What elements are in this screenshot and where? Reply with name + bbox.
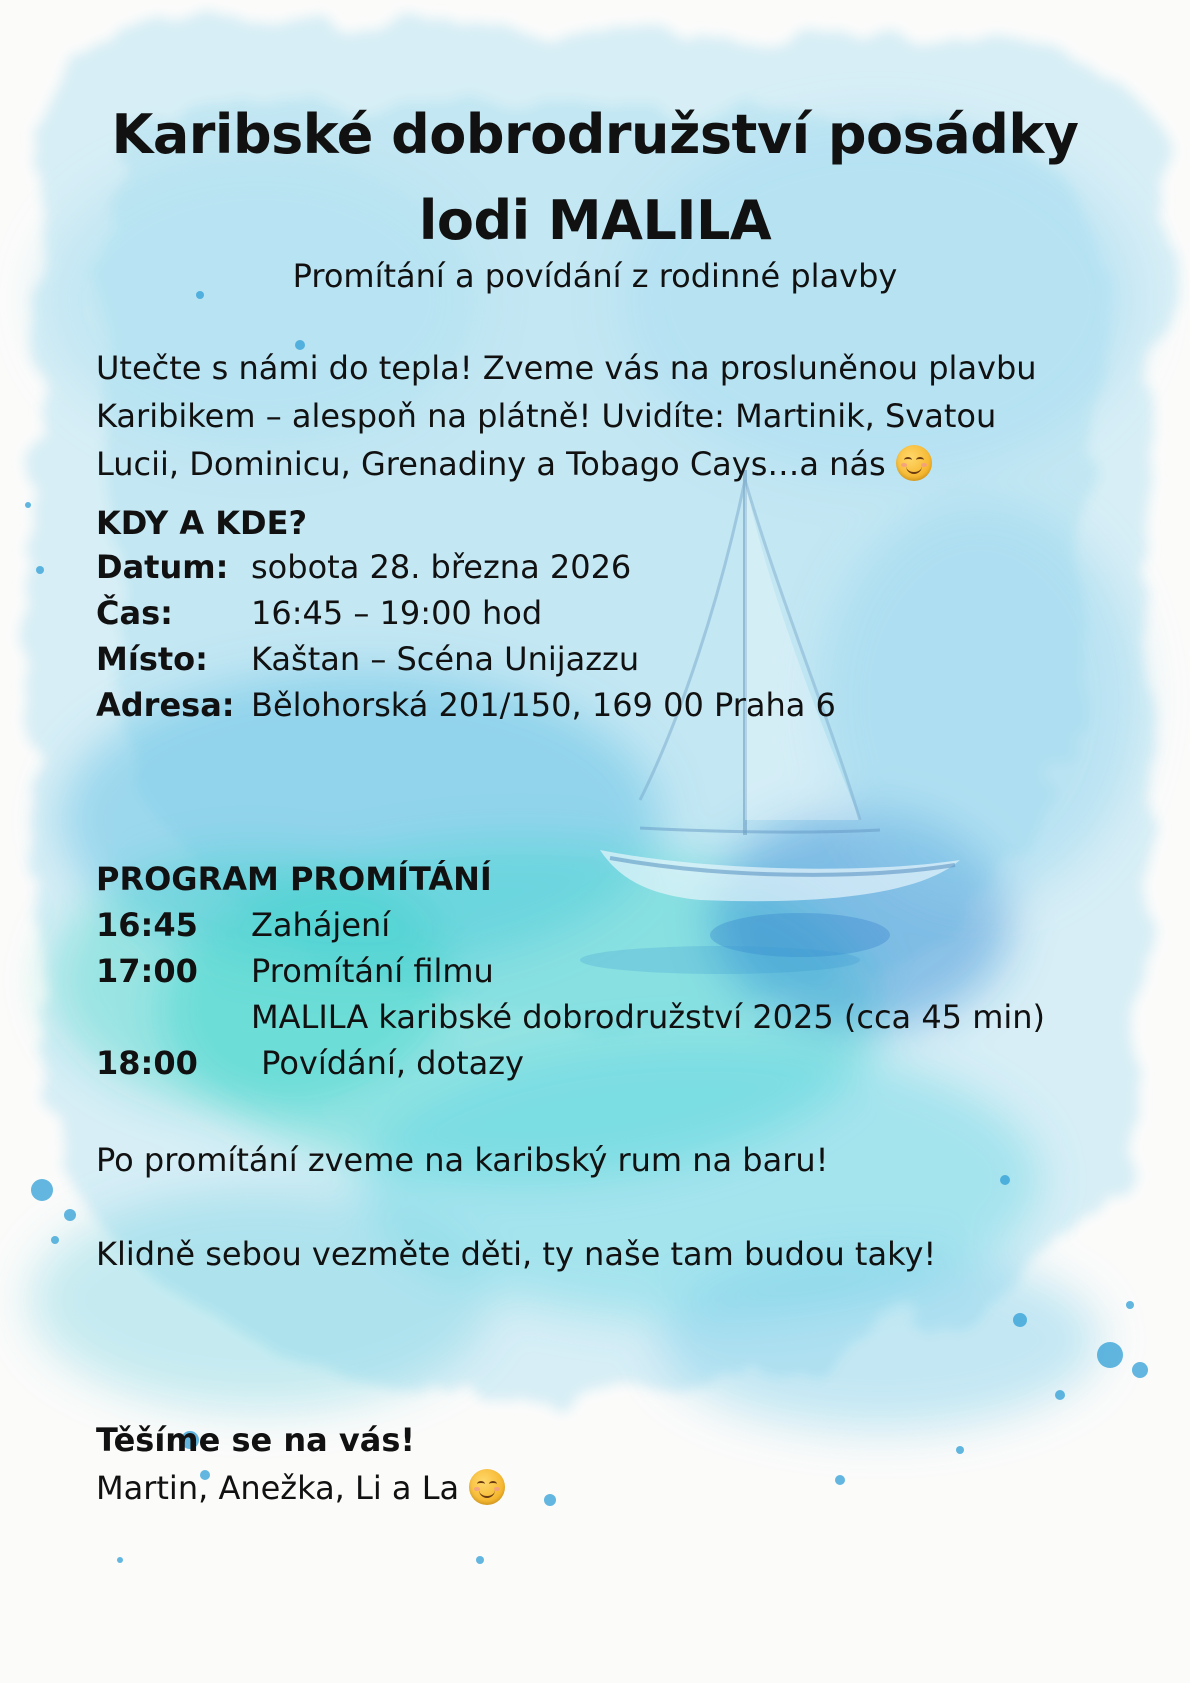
program-text: Promítání filmu [251, 952, 494, 990]
program-row [96, 902, 1096, 948]
smiling-face-emoji-icon [469, 1469, 505, 1505]
program-heading: PROGRAM PROMÍTÁNÍ [96, 860, 492, 898]
signature [96, 1464, 505, 1512]
when-where-heading: KDY A KDE? [96, 504, 308, 542]
info-value: Kaštan – Scéna Unijazzu [251, 640, 640, 678]
program-text: Zahájení [251, 906, 391, 944]
program-row [96, 1040, 1096, 1086]
info-value: sobota 28. března 2026 [251, 548, 632, 586]
program-row [96, 948, 1096, 994]
intro-line-1: Utečte s námi do tepla! Zveme vás na prosluněnou plavbu [96, 349, 1037, 387]
info-label: Adresa: [96, 686, 235, 724]
subtitle: Promítání a povídání z rodinné plavby [292, 257, 898, 295]
intro-line-3: Lucii, Dominicu, Grenadiny a Tobago Cays…a nás [96, 445, 886, 483]
closing-greeting: Těšíme se na vás! [96, 1421, 415, 1459]
info-row-place [96, 636, 996, 682]
info-value: Bělohorská 201/150, 169 00 Praha 6 [251, 686, 836, 724]
page-title [60, 92, 1130, 264]
info-value: 16:45 – 19:00 hod [251, 594, 543, 632]
title-line-1: Karibské dobrodružství posádky [111, 103, 1079, 166]
program-time: 18:00 [96, 1044, 198, 1082]
title-line-2: lodi MALILA [418, 189, 772, 252]
program-time: 17:00 [96, 952, 198, 990]
kids-note: Klidně sebou vezměte děti, ty naše tam budou taky! [96, 1235, 937, 1273]
info-label: Místo: [96, 640, 208, 678]
info-label: Čas: [96, 594, 173, 632]
rum-note: Po promítání zveme na karibský rum na baru! [96, 1141, 829, 1179]
info-row-time [96, 590, 996, 636]
intro-line-2: Karibikem – alespoň na plátně! Uvidíte: Martinik, Svatou [96, 397, 997, 435]
info-row-address [96, 682, 996, 728]
intro-paragraph [96, 344, 1037, 488]
smiling-face-emoji-icon [896, 445, 932, 481]
program-row [96, 994, 1096, 1040]
info-label: Datum: [96, 548, 229, 586]
program-text: Povídání, dotazy [251, 1044, 524, 1082]
info-row-date [96, 544, 996, 590]
program-time: 16:45 [96, 906, 198, 944]
signature-text: Martin, Anežka, Li a La [96, 1469, 460, 1507]
program-text: MALILA karibské dobrodružství 2025 (cca 45 min) [251, 998, 1046, 1036]
